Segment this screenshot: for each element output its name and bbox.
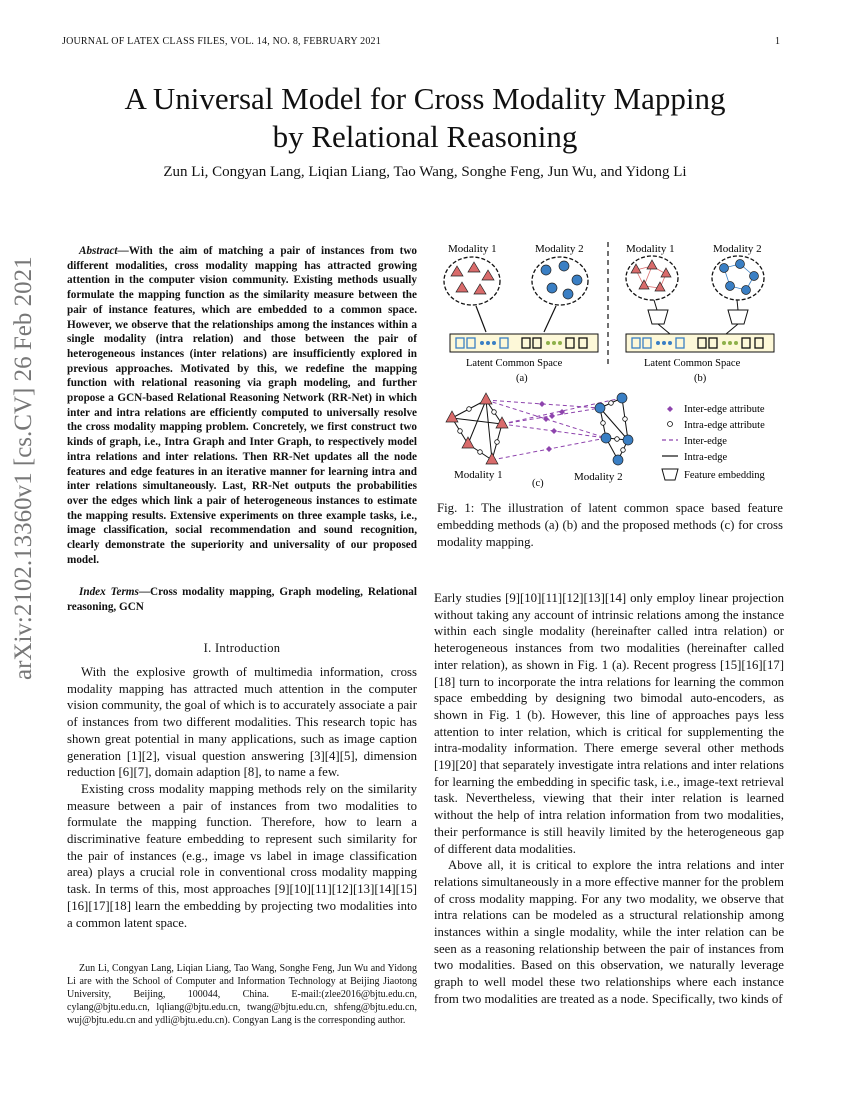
index-terms: [67, 585, 417, 614]
fig-b-arrow: [658, 324, 670, 334]
dot: [546, 341, 550, 345]
fig-a-latent-space-bar: [450, 334, 598, 352]
right-column-body: [434, 590, 784, 1008]
intra-edge-attribute: [609, 401, 614, 406]
circle-node: [559, 261, 569, 271]
index-terms-text: —Cross modality mapping, Graph modeling, Relational reasoning, GCN: [67, 586, 417, 613]
circle-node: [742, 286, 751, 295]
intra-edge-attribute: [621, 448, 626, 453]
circle-node: [726, 282, 735, 291]
circle-node: [563, 289, 573, 299]
circle-node: [601, 433, 611, 443]
circle-node: [617, 393, 627, 403]
fig-b-circles: [720, 260, 759, 295]
fig-a-latent-label: Latent Common Space: [466, 358, 563, 369]
inter-edge-attribute: [549, 413, 555, 419]
arxiv-stamp: arXiv:2102.13360v1 [cs.CV] 26 Feb 2021: [10, 256, 37, 680]
intra-edge-attribute: [615, 437, 620, 442]
dot: [668, 341, 672, 345]
fig-c-panel-label: (c): [532, 478, 544, 488]
intro-body: [67, 664, 417, 931]
fig-a-arrow-2: [544, 306, 556, 332]
running-head: JOURNAL OF LATEX CLASS FILES, VOL. 14, NO. 8, FEBRUARY 2021: [62, 36, 381, 47]
legend-feature-embedding: Feature embedding: [684, 470, 765, 481]
circle-node: [736, 260, 745, 269]
intra-edge-attribute: [601, 421, 606, 426]
dot: [492, 341, 496, 345]
fig-b-triangles: [631, 260, 671, 291]
title-line-1: A Universal Model for Cross Modality Mapping: [124, 81, 726, 116]
paper-title: [60, 80, 790, 156]
fig-a-panel-label: (a): [516, 373, 528, 384]
affiliation-footnote: Zun Li, Congyan Lang, Liqian Liang, Tao Wang, Songhe Feng, Jun Wu and Yidong Li are with the School of Computer and Information Technology at Beijing Jiaotong University, Beijing, 100044, China. E-mail:(zlee2016@bjtu.edu.cn, cylang@bjtu.edu.cn, lqliang@bjtu.edu.cn, twang@bjtu.edu.cn, shfeng@bjtu.edu.cn, wuj@bjtu.edu.cn and ydli@bjtu.edu.cn). Congyan Lang is the corresponding author.: [67, 963, 417, 1026]
circle-node: [595, 403, 605, 413]
fig-a-modality2-label: Modality 2: [535, 243, 584, 255]
fig-b-arrow: [726, 324, 738, 334]
figure-1: [432, 238, 792, 488]
fig-c-inter-attrs: [539, 401, 565, 452]
legend-inter-attr: Inter-edge attribute: [684, 404, 765, 415]
fig-b-modality1-label: Modality 1: [626, 243, 675, 255]
inter-edge-attribute: [539, 401, 545, 407]
triangle-node: [468, 262, 480, 272]
triangle-node: [631, 264, 641, 273]
circle-node: [547, 283, 557, 293]
legend-intra-attr: Intra-edge attribute: [684, 420, 765, 431]
page-number: 1: [775, 36, 780, 47]
intra-edge-attribute: [458, 429, 463, 434]
legend-inter-edge: Inter-edge: [684, 436, 727, 447]
triangle-node: [480, 393, 492, 404]
fig-a-triangles: [451, 262, 494, 294]
triangle-node: [486, 453, 498, 464]
triangle-node: [482, 270, 494, 280]
figure-1-graphic: [432, 238, 792, 488]
intra-edge-attribute: [623, 417, 628, 422]
triangle-node: [474, 284, 486, 294]
fig-a-circles: [541, 261, 582, 299]
circle-node: [541, 265, 551, 275]
abstract: [67, 244, 417, 567]
intro-paragraph-1: With the explosive growth of multimedia information, cross modality mapping has attracted much attention in the computer vision community, the goal of which is to accurately associate a pair of instances from two different modalities. This research topic has shown great potential in many applications, such as image caption generation [1][2], visual question answering [3][4][5], dimension reduction [6][7], domain adaption [8], to name a few.: [67, 665, 417, 780]
title-line-2: by Relational Reasoning: [272, 119, 578, 154]
fig-b-arrow: [654, 300, 657, 310]
dot: [480, 341, 484, 345]
inter-edge-attribute: [551, 428, 557, 434]
edge: [486, 400, 492, 460]
index-terms-label: Index Terms: [79, 586, 139, 598]
fig-a-modality1-label: Modality 1: [448, 243, 497, 255]
fig-b-arrow: [737, 300, 738, 310]
fig-b-panel-label: (b): [694, 373, 707, 384]
section-heading: I. Introduction: [203, 641, 281, 655]
author-list: Zun Li, Congyan Lang, Liqian Liang, Tao Wang, Songhe Feng, Jun Wu, and Yidong Li: [163, 164, 687, 180]
abstract-label: Abstract: [79, 245, 118, 257]
dot: [734, 341, 738, 345]
dot: [722, 341, 726, 345]
intra-edge-attribute: [495, 440, 500, 445]
right-paragraph-2: Above all, it is critical to explore the intra relations and inter relations simultaneously in a more effective manner for the problem of cross modality mapping. For any two modality, we observe that intra relations can be modeled as a structural relationship among instances within a single modality, while the inter relation can be seen as a reasoning relationship between the pair of instances from two modalities. Based on this observation, we naturally leverage graph to well model these two relationships where each instance from two modalities are treated as a node. Specifically, two kinds of: [434, 858, 784, 1006]
circle-node: [572, 275, 582, 285]
triangle-node: [451, 266, 463, 276]
dot: [486, 341, 490, 345]
right-paragraph-1: Early studies [9][10][11][12][13][14] only employ linear projection without taking any account of intrinsic relations among the instance within each single modality (hereinafter called intra relation) or heterogeneous instances from two modalities (hereinafter called inter relation), as shown in Fig. 1 (a). Recent progress [15][16][17][18] turn to incorporate the intra relations for learning the common space embedding by designing two bimodal auto-encoders, as shown in Fig. 1 (b). However, this line of approaches pays less attention to inter relation, which is critical for supplementing the intra-modality information. There emerge several other methods [19][20] that separately investigate intra relations and inter relations for learning the embedding in specific task, i.e., image-text retrieval task. Nevertheless, viewing that their inter relation is learned without the help of intra relation information from two modalities, their performance is still heavily limited by the heterogeneous gap of different data modalities.: [434, 591, 784, 856]
abstract-text: —With the aim of matching a pair of instances from two different modalities, cross modality mapping has attracted growing attention in the computer vision community. Existing methods usually formulate the mapping function as the similarity measure between the pair of instance features, which are embedded to a common space. However, we observe that the relationships among the instances within a single modality (intra relation) and those between the pair of heterogeneous instances (inter relations) are insufficiently explored in previous approaches. Motivated by this, we redefine the mapping function with relational reasoning via graph modeling, and further propose a GCN-based Relational Reasoning Network (RR-Net) in which inter and intra relations are efficiently computed to universally resolve the cross modality mapping problem. Concretely, we first construct two kinds of graph, i.e., Intra Graph and Inter Graph, to respectively model intra relations and inter relations. Then RR-Net updates all the node features and edge features in an iterative manner for learning intra and inter relations simultaneously. Last, RR-Net outputs the probabilities over the edges which link a pair of heterogeneous instances to estimate the mapping results. Extensive experiments on three example tasks, i.e., image classification, social recommendation and sound recognition, clearly demonstrate the superiority and universality of our proposed model.: [67, 245, 417, 566]
legend-intra-edge: Intra-edge: [684, 452, 728, 463]
legend-feature-embedding-icon: [662, 469, 678, 480]
intro-paragraph-2: Existing cross modality mapping methods rely on the similarity measure between a pair of instances from two modalities to formulate the mapping function. Therefore, how to learn a discriminative feature embedding to represent such similarity for the pair of instances (e.g., image vs label in image classification area) plays a crucial role in conventional cross modality mapping task. In terms of this, most approaches [9][10][11][12][13][14][15][16][17][18] learn the embedding by projecting two modalities into a common latent space.: [67, 781, 417, 930]
dot: [728, 341, 732, 345]
circle-node: [720, 264, 729, 273]
dot: [552, 341, 556, 345]
fig-b-modality2-label: Modality 2: [713, 243, 762, 255]
triangle-node: [661, 268, 671, 277]
circle-node: [613, 455, 623, 465]
dot: [558, 341, 562, 345]
dot: [662, 341, 666, 345]
fig-b-latent-label: Latent Common Space: [644, 358, 741, 369]
triangle-node: [496, 417, 508, 428]
fig-c-triangles: [446, 393, 508, 464]
triangle-node: [655, 282, 665, 291]
fig-b-embedding-1-icon: [648, 310, 668, 324]
intra-edge-attribute: [492, 410, 497, 415]
fig-a-modality1-cluster: [444, 257, 500, 305]
fig-b-embedding-2-icon: [728, 310, 748, 324]
triangle-node: [462, 437, 474, 448]
triangle-node: [456, 282, 468, 292]
fig-b-latent-space-bar: [626, 334, 774, 352]
dot: [656, 341, 660, 345]
figure-1-caption: Fig. 1: The illustration of latent common space based feature embedding methods (a) (b) and the proposed methods (c) for cross modality mapping.: [437, 501, 783, 549]
triangle-node: [639, 280, 649, 289]
legend-intra-attr-icon: [668, 422, 673, 427]
fig-c-circles: [595, 393, 633, 465]
legend-inter-attr-icon: [667, 406, 673, 412]
fig-c-modality1-label: Modality 1: [454, 469, 503, 481]
triangle-node: [647, 260, 657, 269]
circle-node: [623, 435, 633, 445]
circle-node: [750, 272, 759, 281]
triangle-node: [446, 411, 458, 422]
intra-edge-attribute: [478, 450, 483, 455]
inter-edge-attribute: [546, 446, 552, 452]
fig-a-arrow-1: [476, 306, 486, 332]
intra-edge-attribute: [467, 407, 472, 412]
fig-c-modality2-label: Modality 2: [574, 471, 623, 483]
